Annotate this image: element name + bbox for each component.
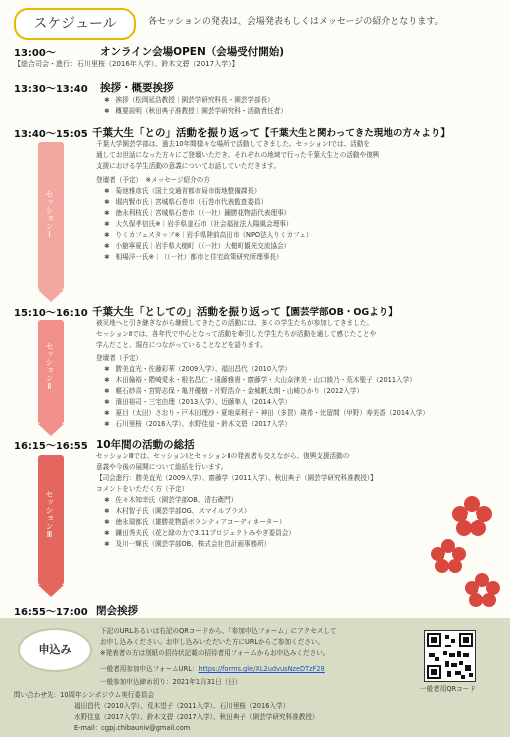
list-item: ✱ 挨拶（松岡延浩教授｜園芸学研究科長・園芸学部長） <box>104 96 274 104</box>
greeting-title: 挨拶・概要挨拶 <box>100 82 174 94</box>
session1-arrow <box>38 290 64 302</box>
greeting-list <box>104 95 287 117</box>
qr-code-icon[interactable] <box>424 630 476 682</box>
list-item: ✱ 佐々木知幸氏（園芸学部OB、清右衛門） <box>104 496 238 504</box>
session1-label: セッションⅠ <box>45 190 54 239</box>
list-item: ✱ 木村智子氏（園芸学部OG、スマイルプラス） <box>104 507 251 515</box>
list-item: ✱ 徳永瑞都氏（雄勝花物語ボランティアコーディネーター） <box>104 518 286 526</box>
list-item: ✱ 濱田裕司・三宅由理（2013入学）、近藤隼人（2014入学） <box>104 398 291 406</box>
closing-title: 閉会挨拶 <box>96 605 138 617</box>
deadline: 一般参加申込締め切り：2021年1月31日（日） <box>100 678 242 686</box>
opening-mc: 【総合司会・進行：石川里桜（2016年入学）、鈴木文碧（2017入学）】 <box>14 60 239 68</box>
flower-icon <box>465 573 500 607</box>
flower-icon <box>431 539 466 573</box>
list-item: ✱ 相場洋一氏※｜（（一社）都市と住宅政策研究所理事長） <box>104 253 283 261</box>
list-item: ✱ りくカフェスタッフ※｜岩手県陸前高田市（NPO法人りくカフェ） <box>104 231 313 239</box>
s2-desc: 被災地へと引き継ぎながら継続してきたこの活動には、多くの学生たちが参加してきました。 セッションⅡでは、各年代で中心となって活動を牽引した学生たちが活動を通して感じたことや 学んだこと、現在につながっていることなどを語ります。 登壇者（予定） ✱ 勝美直光・佐藤彩華（2009入学）、福田昌代（2010入学） ✱ 木田倫裕・隈崎愛永・根名昌仁・遠藤雅貴・齋藤学・大山奈津美・山口綾乃・荒木聖子（2011入学） ✱ 軽石紗喜・宮野志保・亀井優樹・片野浩介・金城帆太朗・山崎ひかり（2012入学） ✱ 濱田裕司・三宅由理（2013入学）、近藤隼人（2014入学） ✱ 夏目（太田）さおり・戸木田理沙・夏地栞利子・神田（多賀）瑛希・比留間（甲野）寿美香（2014入学） ✱ 石川里桜（2016入学）、水野佳皇・鈴木文碧（2017入学） <box>96 318 500 430</box>
flower-icon <box>452 496 492 536</box>
list-item: ✱ 概要説明（秋田典子准教授｜園芸学研究科・活動責任者） <box>104 107 287 115</box>
list-item: ✱ 木田倫裕・隈崎愛永・根名昌仁・遠藤雅貴・齋藤学・大山奈津美・山口綾乃・荒木聖子（2011入学） <box>104 376 416 384</box>
session2-label: セッションⅡ <box>45 342 54 391</box>
opening-title: オンライン会場OPEN（会場受付開始) <box>100 46 285 58</box>
closing-time: 16:55〜17:00 <box>14 607 88 618</box>
s2-title-note: 【園芸学部OB・OGより】 <box>281 307 398 318</box>
list-item: ✱ 小舘寧夏氏｜岩手県大槌町（（一社）大槌町観光交流協会） <box>104 242 291 250</box>
form-url-link[interactable]: https://forms.gle/XL2udvusNzeDTzF28 <box>198 665 325 673</box>
session2-arrow <box>38 424 64 436</box>
apply-badge: 申込み <box>18 628 92 672</box>
form-url-row: 一般者用参加申込フォームURL：https://forms.gle/XL2udvusNzeDTzF28 <box>100 665 325 673</box>
list-item: ✱ 菊池雅彦氏（国土交通省都市局市街地整備課長） <box>104 187 261 195</box>
list-item: ✱ 堀内賢市氏｜宮城県石巻市（石巻市代表監査委員） <box>104 198 268 206</box>
list-item: ✱ 夏目（太田）さおり・戸木田理沙・夏地栞利子・神田（多賀）瑛希・比留間（甲野）寿美香（2014入学） <box>104 409 430 417</box>
list-item: ✱ 徳永利枝氏｜宮城県石巻市（（一社）鐘勝花物語代表理事） <box>104 209 291 217</box>
contact-block: 問い合わせ先：10周年シンポジウム実行委員会 福田昌代（2010入学）、荒木望子（2011入学）、石川里桜（2016入学） 水野佳皇（2017入学）、鈴木文碧（2017入学）、秋田典子（園芸学研究科准教授） E-mail：cgpj.chibauniv@gmail.com <box>14 690 414 734</box>
s3-time: 16:15〜16:55 <box>14 441 88 452</box>
opening-time: 13:00〜 <box>14 48 56 59</box>
list-item: ✱ 勝美直光・佐藤彩華（2009入学）、福田昌代（2010入学） <box>104 365 291 373</box>
s1-desc: 千葉大学園芸学部は、過去10年間様々な場所で活動してきました。セッションⅠでは、活動を 通してお世話になった方々にご登壇いただき、それぞれの地域で行った千葉大生との活動や復興 支援における学生活動の意義についてお話していただきます。 登壇者（予定） ※メッセージ紹介の方 ✱ 菊池雅彦氏（国土交通省都市局市街地整備課長） ✱ 堀内賢市氏｜宮城県石巻市（石巻市代表監査委員） ✱ 徳永利枝氏｜宮城県石巻市（（一社）鐘勝花物語代表理事） ✱ 大久保孝信氏※｜岩手県釜石市（社会福祉法人陽風会理事） ✱ りくカフェスタッフ※｜岩手県陸前高田市（NPO法人りくカフェ） ✱ 小舘寧夏氏｜岩手県大槌町（（一社）大槌町観光交流協会） ✱ 相場洋一氏※｜（（一社）都市と住宅政策研究所理事長） <box>96 139 500 263</box>
s2-time: 15:10〜16:10 <box>14 308 88 319</box>
s1-title: 千葉大生「との」活動を振り返って【千葉大生と関わってきた現地の方々より】 <box>92 127 450 139</box>
schedule-badge: スケジュール <box>14 8 136 40</box>
contact-email: E-mail：cgpj.chibauniv@gmail.com <box>74 724 191 732</box>
greeting-time: 13:30〜13:40 <box>14 84 88 95</box>
s1-time: 13:40〜15:05 <box>14 129 88 140</box>
session3-arrow <box>38 585 64 597</box>
list-item: ✱ 及川一輝氏（園芸学部OB、株式会社邑計画事務所） <box>104 540 271 548</box>
s1-title-note: 【千葉大生と関わってきた現地の方々より】 <box>260 128 450 139</box>
list-item: ✱ 大久保孝信氏※｜岩手県釜石市（社会福祉法人陽風会理事） <box>104 220 293 228</box>
flower-decoration <box>430 488 510 618</box>
apply-text: 下記のURLあるいは右記のQRコードから、「参加申込フォーム」にアクセスして お申し込みください。お申し込みいただいた方にURLからご参加ください。 ※発表者の方は別紙の招待状記載の招待者用フォームからお申込みください。 <box>100 627 337 657</box>
contact-head: 問い合わせ先：10周年シンポジウム実行委員会 <box>14 691 155 699</box>
qr-caption: 一般者用QRコード <box>420 685 476 693</box>
intro-text: 各セッションの発表は、会場発表もしくはメッセージの紹介となります。 <box>148 17 444 27</box>
s3-title: 10年間の活動の総括 <box>96 439 195 451</box>
s2-title: 千葉大生「としての」活動を振り返って【園芸学部OB・OGより】 <box>92 306 398 318</box>
session3-label: セッションⅢ <box>45 490 54 539</box>
s3-desc: セッションⅢでは、セッションⅠとセッションⅡの発表者も交えながら、復興支援活動の 意義や今後の展開について総括を行います。 【司会進行：勝美直光（2009入学）、齋藤学（2011入学）、秋田典子（園芸学研究科准教授）】 コメントをいただく方（予定） ✱ 佐々木知幸氏（園芸学部OB、清右衛門） ✱ 木村智子氏（園芸学部OG、スマイルプラス） ✱ 徳永瑞都氏（雄勝花物語ボランティアコーディネーター） ✱ 鎌田秀夫氏（花と緑の力で3.11プロジェクトみやぎ委員会） ✱ 及川一輝氏（園芸学部OB、株式会社邑計画事務所） <box>96 451 416 550</box>
list-item: ✱ 鎌田秀夫氏（花と緑の力で3.11プロジェクトみやぎ委員会） <box>104 529 295 537</box>
list-item: ✱ 軽石紗喜・宮野志保・亀井優樹・片野浩介・金城帆太朗・山崎ひかり（2012入学） <box>104 387 364 395</box>
list-item: ✱ 石川里桜（2016入学）、水野佳皇・鈴木文碧（2017入学） <box>104 420 291 428</box>
